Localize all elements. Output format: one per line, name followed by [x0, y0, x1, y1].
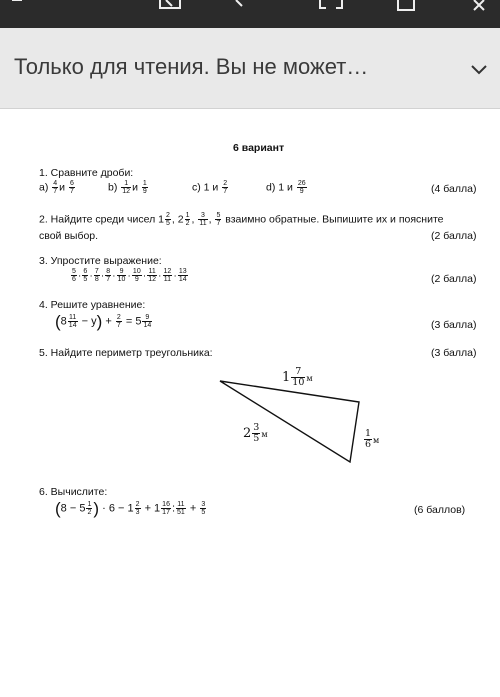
q3-fraction: $\frac{9}{10}$ [117, 268, 126, 283]
q4-points: (3 балла) [431, 319, 477, 331]
q1-option-b: b) $\frac{1}{12}$ и $\frac{1}{9}$ [108, 180, 147, 195]
q3-multiply-dot: · [112, 269, 116, 282]
triangle-figure [0, 109, 500, 697]
side-top-label: 1 $\frac{7}{10}$ м [282, 366, 313, 388]
q1-option-c: c) 1 и $\frac{2}{7}$ [192, 180, 228, 195]
q5-text: 5. Найдите периметр треугольника: [39, 347, 213, 359]
q3-fraction: $\frac{11}{12}$ [148, 268, 157, 283]
chevron-down-icon[interactable] [468, 58, 490, 80]
q1-option-d: d) 1 и $\frac{26}{9}$ [266, 180, 306, 195]
forward-icon[interactable] [232, 0, 248, 14]
q3-fraction: $\frac{12}{11}$ [163, 268, 172, 283]
q3-multiply-dot: · [100, 269, 105, 282]
side-right-label: $\frac{1}{6}$ м [365, 428, 380, 450]
q2-points: (2 балла) [431, 230, 477, 242]
edit-icon[interactable] [158, 0, 182, 14]
back-arrow-icon[interactable] [8, 0, 28, 14]
banner-text: Только для чтения. Вы не может… [14, 54, 369, 79]
triangle-shape [220, 381, 359, 462]
q1-text: 1. Сравните дроби: [39, 167, 134, 179]
q3-points: (2 балла) [431, 273, 477, 285]
q1-option-a: а) $\frac{4}{7}$ и $\frac{6}{7}$ [39, 180, 74, 195]
q3-multiply-dot: · [127, 269, 131, 282]
q3-fraction: $\frac{6}{5}$ [83, 268, 88, 283]
q2-line1: 2. Найдите среди чисел 1 $\frac{2}{5}$ , 2 $\frac{1}{2}$ , $\frac{3}{11}$ , $\frac{5}{7}$ взаимно обратные. Выпишите их и поясните [39, 212, 444, 227]
q3-multiply-dot: · [173, 269, 177, 282]
q3-multiply-dot: · [89, 269, 93, 282]
top-toolbar [0, 0, 500, 28]
q4-equation: (8 $\frac{11}{14}$ − y) + $\frac{2}{7}$ = 5 $\frac{9}{14}$ [55, 312, 152, 331]
q3-fraction: $\frac{7}{8}$ [94, 268, 99, 283]
fullscreen-icon[interactable] [318, 0, 344, 14]
q1-points: (4 балла) [431, 183, 477, 195]
read-only-banner [0, 28, 500, 109]
q6-points: (6 баллов) [414, 504, 466, 516]
q6-expression: (8 − 5 $\frac{1}{2}$ ) · 6 − 1 $\frac{2}{3}$ + 1 $\frac{16}{17}$ : $\frac{11}{51}$ + $\frac{3}{5}$ [55, 499, 206, 518]
q5-points: (3 балла) [431, 347, 477, 359]
q2-line2: свой выбор. [39, 230, 99, 242]
page-title: 6 вариант [233, 142, 285, 154]
close-icon[interactable] [472, 0, 490, 14]
q4-text: 4. Решите уравнение: [39, 299, 146, 311]
q3-multiply-dot: · [158, 269, 162, 282]
window-icon[interactable] [396, 0, 416, 14]
q3-multiply-dot: · [142, 269, 147, 282]
q3-fraction: $\frac{10}{9}$ [132, 268, 141, 283]
q3-fraction: $\frac{8}{7}$ [106, 268, 111, 283]
side-left-label: 2 $\frac{3}{5}$ м [243, 422, 268, 444]
q6-text: 6. Вычислите: [39, 486, 108, 498]
q3-multiply-dot: · [77, 269, 82, 282]
q3-fraction: $\frac{13}{14}$ [178, 268, 187, 283]
q3-text: 3. Упростите выражение: [39, 255, 162, 267]
document-page [0, 109, 500, 697]
q3-fraction: $\frac{5}{6}$ [72, 268, 76, 283]
